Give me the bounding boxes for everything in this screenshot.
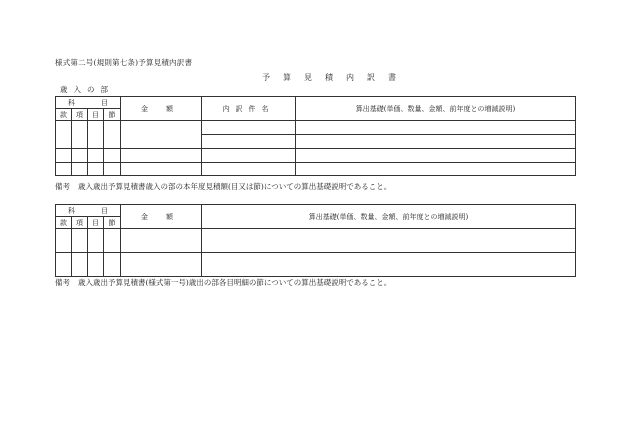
table-cell [104,163,121,176]
table-cell [104,229,121,253]
table-cell [121,163,202,176]
table-cell [72,163,88,176]
table-cell [72,253,88,277]
table-cell [121,135,202,149]
table-cell [121,149,202,163]
table-cell [56,149,72,163]
sub-header-setsu: 節 [104,217,121,229]
table-cell [88,253,104,277]
kamoku-right-label: 目 [101,98,108,107]
table-cell [72,149,88,163]
table-cell [202,253,576,277]
table-cell [121,121,202,135]
sub-header-kan: 款 [56,217,72,229]
table-cell [202,149,296,163]
sub-header-moku: 目 [88,217,104,229]
note-head: 備考 [55,182,70,191]
table-cell [296,121,576,135]
table-cell [104,121,121,135]
table-cell [88,135,104,149]
table-cell [56,253,72,277]
table-cell [88,163,104,176]
table-cell [104,135,121,149]
table-cell [202,229,576,253]
calculation-basis-header: 算出基礎(単価、数量、金額、前年度との増減説明) [296,97,576,121]
sub-header-kou: 項 [72,217,88,229]
amount-header: 金額 [121,97,202,121]
table-cell [72,135,88,149]
kamoku-header [56,97,121,109]
table-cell [296,149,576,163]
note-text: 歳入歳出予算見積書(様式第一号)歳出の部各目明細の節についての算出基礎説明であること。 [78,278,392,287]
table-cell [104,253,121,277]
note-head: 備考 [55,278,70,287]
table-cell [88,149,104,163]
expenditure-breakdown-table [55,204,576,277]
table-cell [121,229,202,253]
kamoku-header [56,205,121,217]
table-cell [202,163,296,176]
note-revenue [55,181,391,192]
note-expenditure [55,277,391,288]
table-cell [121,253,202,277]
document-title: 予算見積内訳書 [262,73,409,82]
table-cell [72,121,88,135]
note-text: 歳入歳出予算見積書歳入の部の本年度見積額(目又は節)についての算出基礎説明であること。 [78,182,392,191]
kamoku-right-label: 目 [101,206,108,215]
table-cell [88,121,104,135]
breakdown-item-header: 内訳件名 [202,97,296,121]
table-cell [56,121,72,135]
table-cell [56,229,72,253]
table-cell [72,229,88,253]
amount-header: 金額 [121,205,202,229]
sub-header-setsu: 節 [104,109,121,121]
table-cell [56,135,72,149]
sub-header-moku: 目 [88,109,104,121]
calculation-basis-header: 算出基礎(単価、数量、金額、前年度との増減説明) [202,205,576,229]
table-cell [104,149,121,163]
section-label-revenue: 歳入の部 [60,85,114,94]
form-label: 様式第二号(規則第七条)予算見積内訳書 [55,58,193,67]
table-cell [202,121,296,135]
kamoku-left-label: 科 [68,206,75,215]
table-cell [202,135,296,149]
revenue-breakdown-table [55,96,576,176]
table-cell [56,163,72,176]
table-cell [296,135,576,149]
sub-header-kou: 項 [72,109,88,121]
table-cell [296,163,576,176]
table-cell [88,229,104,253]
kamoku-left-label: 科 [68,98,75,107]
sub-header-kan: 款 [56,109,72,121]
